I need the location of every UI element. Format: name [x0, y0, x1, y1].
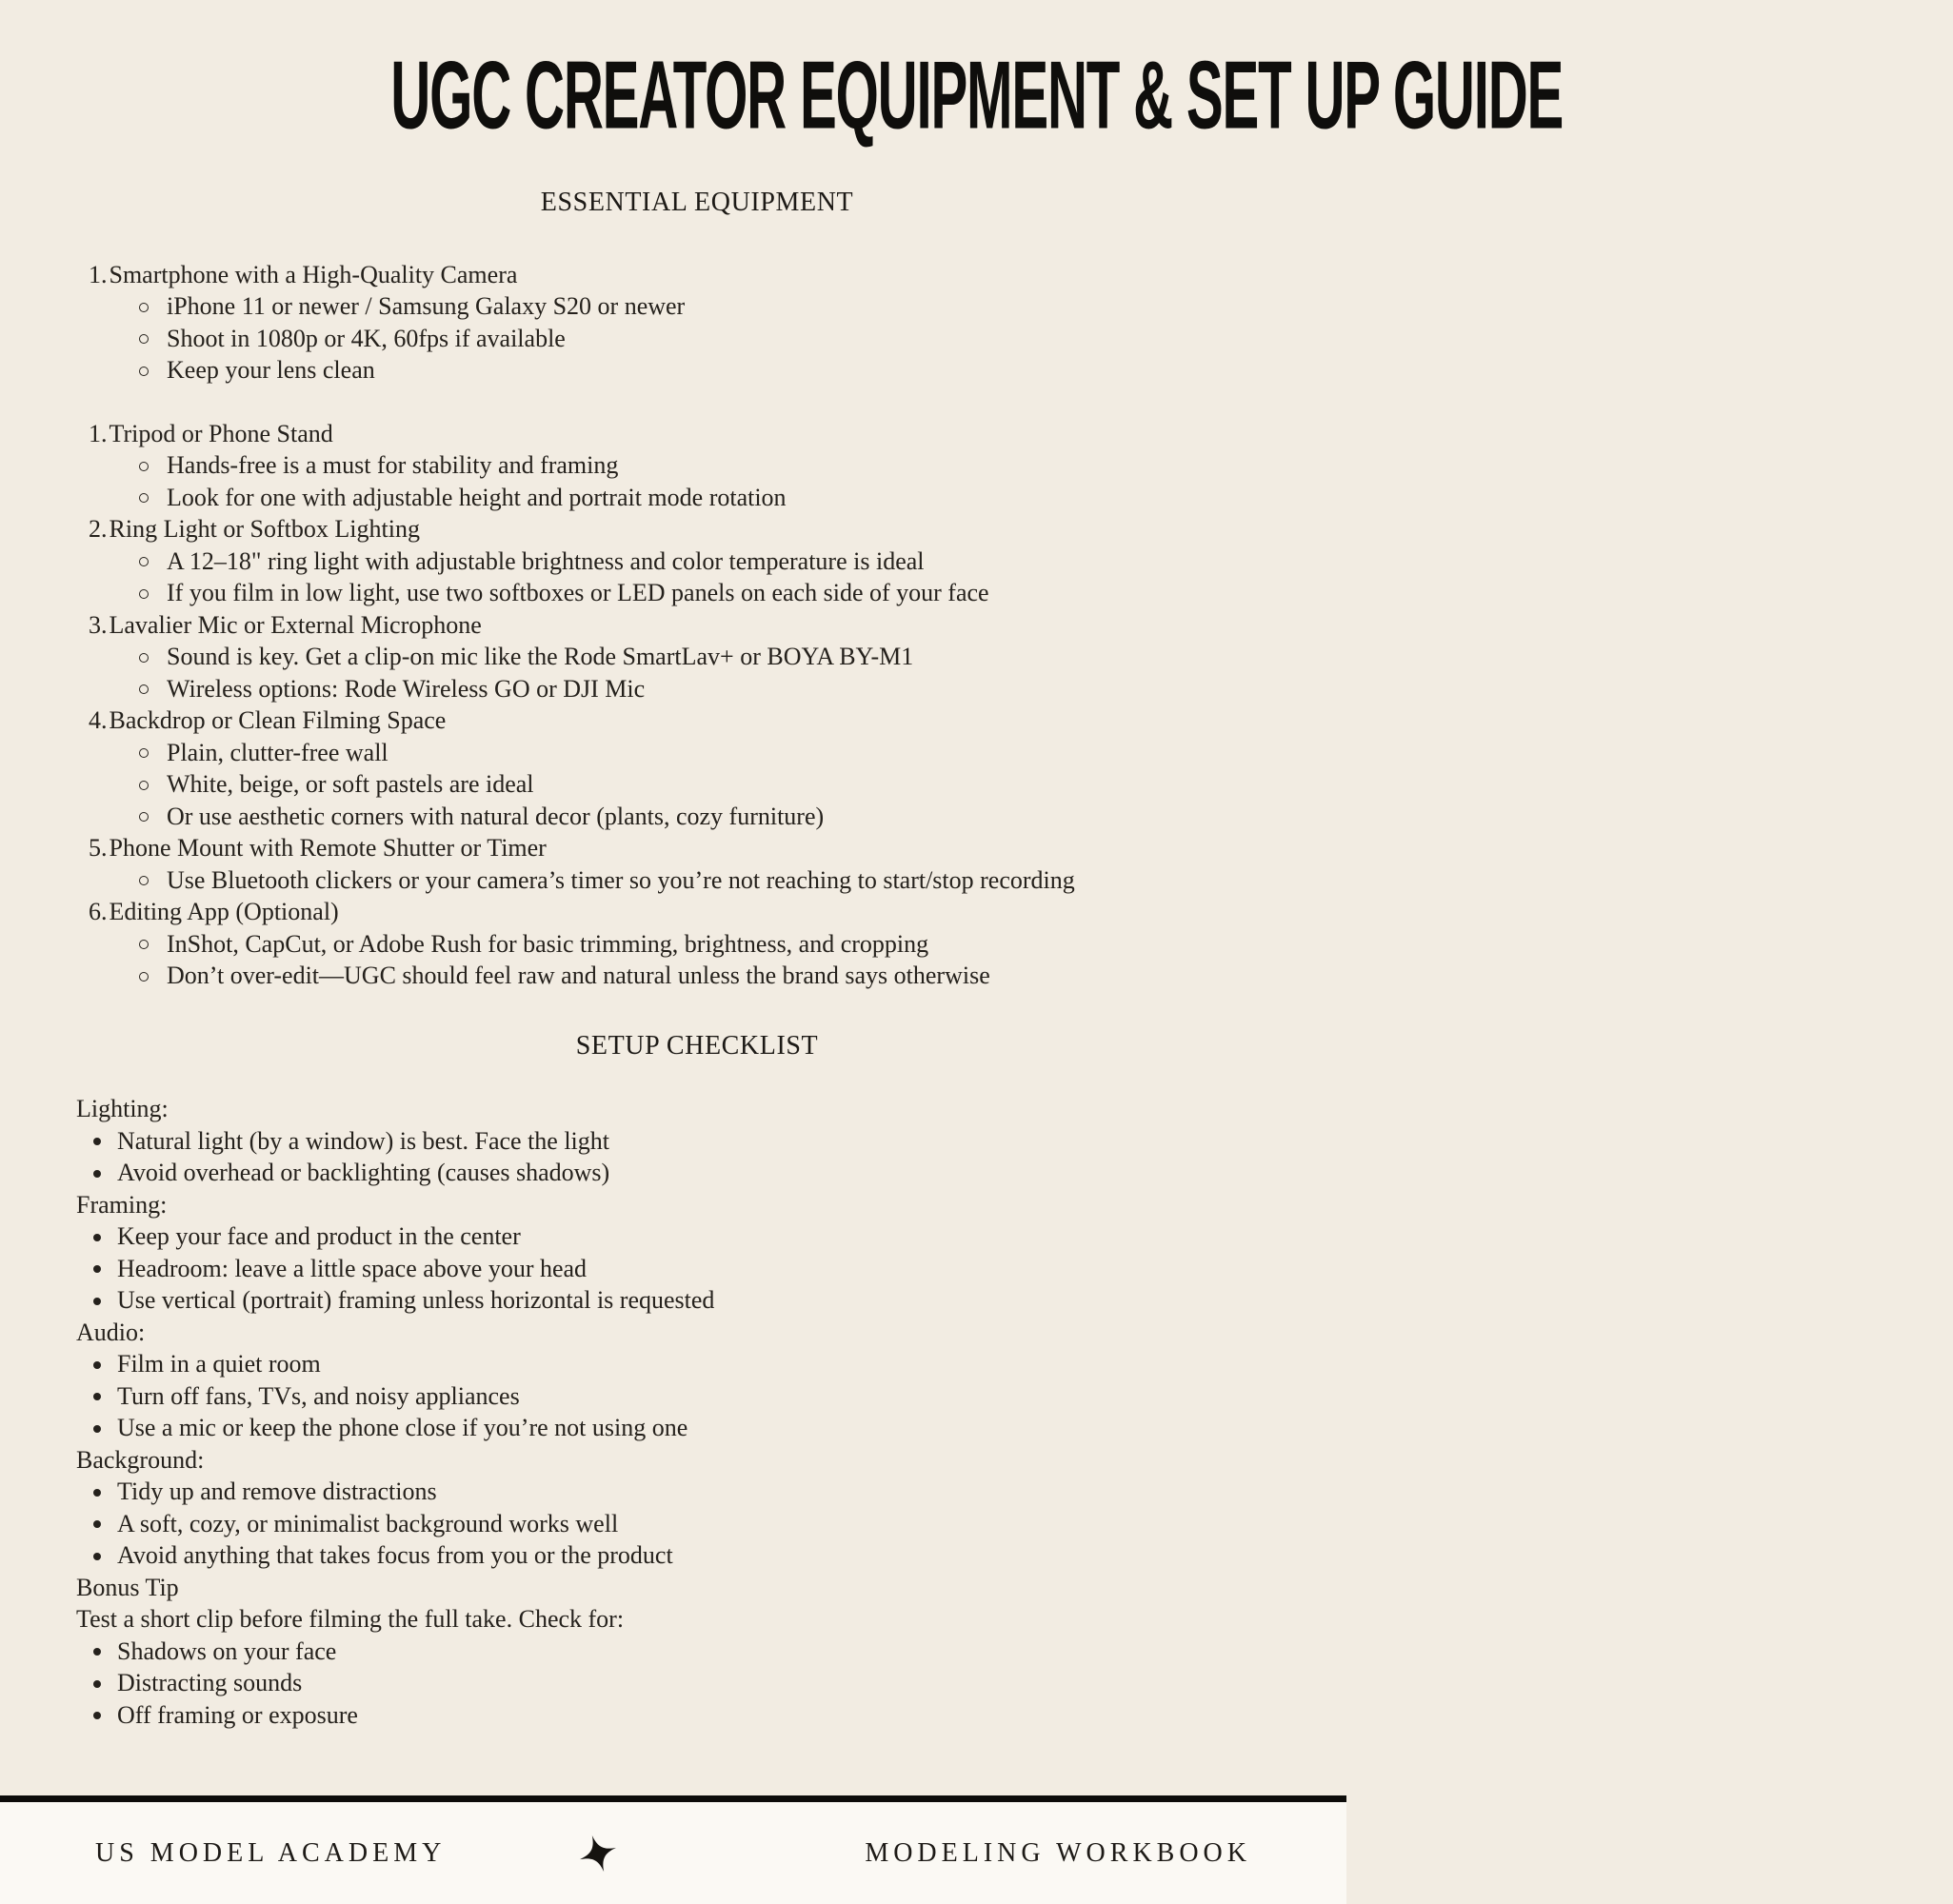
equipment-subitem-list: [89, 545, 1318, 609]
dot-bullet-icon: [93, 1265, 101, 1273]
subitem-text: InShot, CapCut, or Adobe Rush for basic trimming, brightness, and cropping: [167, 929, 929, 958]
equipment-subitem: [89, 545, 1318, 578]
checklist-item-text: Use vertical (portrait) framing unless horizontal is requested: [117, 1286, 715, 1314]
subitem-text: iPhone 11 or newer / Samsung Galaxy S20 or newer: [167, 292, 686, 320]
circle-bullet-icon: [139, 557, 149, 566]
equipment-list-group-2: [76, 418, 1318, 992]
equipment-subitem: [89, 354, 1318, 387]
checklist-item-text: Turn off fans, TVs, and noisy appliances: [117, 1381, 520, 1410]
checklist-item: [76, 1699, 1318, 1732]
document-body: [0, 187, 1346, 1731]
equipment-item: [89, 832, 1318, 896]
footer-right-text: MODELING WORKBOOK: [865, 1837, 1251, 1868]
footer-divider: [0, 1795, 1346, 1802]
circle-bullet-icon: [139, 334, 149, 344]
circle-bullet-icon: [139, 972, 149, 982]
circle-bullet-icon: [139, 684, 149, 694]
item-number: 1.: [89, 419, 108, 447]
circle-bullet-icon: [139, 876, 149, 885]
checklist-item: [76, 1380, 1318, 1413]
dot-bullet-icon: [93, 1425, 101, 1433]
equipment-item-head: [89, 418, 1318, 450]
checklist-item-text: Shadows on your face: [117, 1636, 337, 1665]
checklist-item-text: Headroom: leave a little space above your head: [117, 1254, 588, 1282]
equipment-subitem: [89, 801, 1318, 833]
equipment-subitem: [89, 290, 1318, 323]
checklist-block: [76, 1572, 1318, 1732]
subitem-text: Or use aesthetic corners with natural decor (plants, cozy furniture): [167, 802, 825, 830]
equipment-subitem: [89, 482, 1318, 514]
checklist-item: [76, 1125, 1318, 1158]
subitem-text: A 12–18" ring light with adjustable brightness and color temperature is ideal: [167, 546, 925, 575]
dot-bullet-icon: [93, 1680, 101, 1688]
checklist-item-text: Use a mic or keep the phone close if you’re not using one: [117, 1414, 688, 1441]
checklist-item: [76, 1284, 1318, 1317]
checklist-item: [76, 1220, 1318, 1253]
circle-bullet-icon: [139, 589, 149, 599]
item-label: Lavalier Mic or External Microphone: [109, 610, 482, 639]
checklist-label: Lighting:: [76, 1095, 169, 1122]
checklist-block: [76, 1189, 1318, 1317]
equipment-subitem: [89, 577, 1318, 609]
checklist-bullet-list: [76, 1476, 1318, 1572]
subitem-text: White, beige, or soft pastels are ideal: [167, 770, 534, 798]
checklist-item: [76, 1476, 1318, 1508]
setup-checklist-blocks: [76, 1093, 1318, 1731]
equipment-subitem-list: [89, 641, 1318, 704]
checklist-item: [76, 1348, 1318, 1380]
equipment-subitem-list: [89, 928, 1318, 992]
checklist-block: [76, 1444, 1318, 1572]
checklist-item: [76, 1253, 1318, 1285]
checklist-bullet-list: [76, 1220, 1318, 1317]
checklist-item-text: Keep your face and product in the center: [117, 1222, 521, 1250]
item-number: 3.: [89, 610, 108, 639]
equipment-item-head: [89, 704, 1318, 737]
footer-left-text: US MODEL ACADEMY: [95, 1837, 447, 1868]
equipment-subitem-list: [89, 449, 1318, 513]
equipment-subitem-list: [89, 864, 1318, 897]
equipment-item-head: [89, 513, 1318, 545]
title-area: [0, 0, 1564, 152]
checklist-label: Audio:: [76, 1318, 146, 1346]
item-label: Phone Mount with Remote Shutter or Timer: [109, 834, 547, 862]
checklist-item: [76, 1412, 1318, 1444]
subitem-text: Sound is key. Get a clip-on mic like the Rode SmartLav+ or BOYA BY-M1: [167, 643, 914, 670]
equipment-subitem: [89, 737, 1318, 769]
circle-bullet-icon: [139, 653, 149, 663]
checklist-label: Bonus Tip: [76, 1573, 179, 1601]
checklist-item-text: Off framing or exposure: [117, 1700, 358, 1729]
equipment-item-head: [89, 259, 1318, 291]
equipment-item: [89, 418, 1318, 514]
subitem-text: If you film in low light, use two softboxes or LED panels on each side of your face: [167, 579, 989, 606]
equipment-subitem: [89, 673, 1318, 705]
checklist-item-text: Film in a quiet room: [117, 1350, 321, 1378]
checklist-item: [76, 1667, 1318, 1699]
item-label: Smartphone with a High-Quality Camera: [109, 260, 518, 288]
subitem-text: Don’t over-edit—UGC should feel raw and natural unless the brand says otherwise: [167, 962, 990, 989]
equipment-list-group-1: [76, 259, 1318, 387]
checklist-item: [76, 1508, 1318, 1540]
circle-bullet-icon: [139, 812, 149, 822]
checklist-bullet-list: [76, 1636, 1318, 1732]
equipment-subitem: [89, 864, 1318, 897]
dot-bullet-icon: [93, 1553, 101, 1560]
equipment-subitem-list: [89, 737, 1318, 833]
equipment-subitem: [89, 641, 1318, 673]
circle-bullet-icon: [139, 781, 149, 790]
equipment-subitem: [89, 928, 1318, 961]
equipment-subitem: [89, 960, 1318, 992]
dot-bullet-icon: [93, 1170, 101, 1178]
equipment-item: [89, 609, 1318, 705]
subitem-text: Look for one with adjustable height and portrait mode rotation: [167, 483, 787, 511]
equipment-item: [89, 704, 1318, 832]
item-label: Ring Light or Softbox Lighting: [109, 515, 420, 543]
dot-bullet-icon: [93, 1361, 101, 1369]
equipment-item: [89, 896, 1318, 992]
checklist-block: [76, 1317, 1318, 1444]
item-number: 4.: [89, 706, 108, 734]
checklist-item-text: Tidy up and remove distractions: [117, 1478, 437, 1505]
checklist-block: [76, 1093, 1318, 1189]
subitem-text: Plain, clutter-free wall: [167, 738, 389, 766]
equipment-item: [89, 259, 1318, 387]
checklist-intro: Test a short clip before filming the full take. Check for:: [76, 1605, 625, 1633]
dot-bullet-icon: [93, 1393, 101, 1400]
equipment-subitem: [89, 768, 1318, 801]
checklist-item-text: Distracting sounds: [117, 1669, 303, 1696]
checklist-bullet-list: [76, 1348, 1318, 1444]
subitem-text: Use Bluetooth clickers or your camera’s timer so you’re not reaching to start/stop recording: [167, 865, 1075, 894]
checklist-item: [76, 1636, 1318, 1668]
checklist-item-text: Avoid overhead or backlighting (causes shadows): [117, 1159, 610, 1186]
item-label: Backdrop or Clean Filming Space: [109, 706, 447, 734]
subitem-text: Shoot in 1080p or 4K, 60fps if available: [167, 324, 566, 352]
checklist-bullet-list: [76, 1125, 1318, 1189]
item-label: Editing App (Optional): [109, 898, 339, 925]
item-number: 2.: [89, 515, 108, 543]
item-label: Tripod or Phone Stand: [109, 419, 333, 447]
essential-equipment-heading: ESSENTIAL EQUIPMENT: [540, 188, 854, 217]
dot-bullet-icon: [93, 1648, 101, 1656]
equipment-item-head: [89, 832, 1318, 864]
dot-bullet-icon: [93, 1138, 101, 1145]
equipment-subitem: [89, 449, 1318, 482]
circle-bullet-icon: [139, 462, 149, 471]
equipment-item: [89, 513, 1318, 609]
checklist-item: [76, 1157, 1318, 1189]
checklist-item-text: A soft, cozy, or minimalist background works well: [117, 1509, 619, 1537]
dot-bullet-icon: [93, 1489, 101, 1497]
setup-checklist-heading: SETUP CHECKLIST: [575, 1030, 819, 1061]
equipment-item-head: [89, 896, 1318, 928]
dot-bullet-icon: [93, 1712, 101, 1719]
item-number: 5.: [89, 834, 108, 862]
circle-bullet-icon: [139, 493, 149, 503]
page-title: UGC CREATOR EQUIPMENT & SET UP GUIDE: [390, 40, 1564, 149]
circle-bullet-icon: [139, 367, 149, 376]
checklist-item: [76, 1539, 1318, 1572]
item-number: 1.: [89, 260, 108, 288]
checklist-item-text: Natural light (by a window) is best. Face the light: [117, 1126, 610, 1155]
page-footer: [0, 1802, 1346, 1904]
dot-bullet-icon: [93, 1234, 101, 1241]
subitem-text: Wireless options: Rode Wireless GO or DJI Mic: [167, 674, 646, 703]
subitem-text: Hands-free is a must for stability and framing: [167, 451, 619, 479]
four-point-star-icon: [573, 1826, 623, 1879]
equipment-subitem: [89, 323, 1318, 355]
equipment-item-head: [89, 609, 1318, 642]
checklist-item-text: Avoid anything that takes focus from you or the product: [117, 1541, 673, 1569]
checklist-label: Framing:: [76, 1190, 168, 1219]
checklist-label: Background:: [76, 1445, 205, 1474]
dot-bullet-icon: [93, 1298, 101, 1305]
item-number: 6.: [89, 898, 108, 925]
equipment-subitem-list: [89, 290, 1318, 387]
circle-bullet-icon: [139, 940, 149, 949]
circle-bullet-icon: [139, 748, 149, 758]
dot-bullet-icon: [93, 1520, 101, 1528]
circle-bullet-icon: [139, 303, 149, 312]
subitem-text: Keep your lens clean: [167, 356, 375, 384]
